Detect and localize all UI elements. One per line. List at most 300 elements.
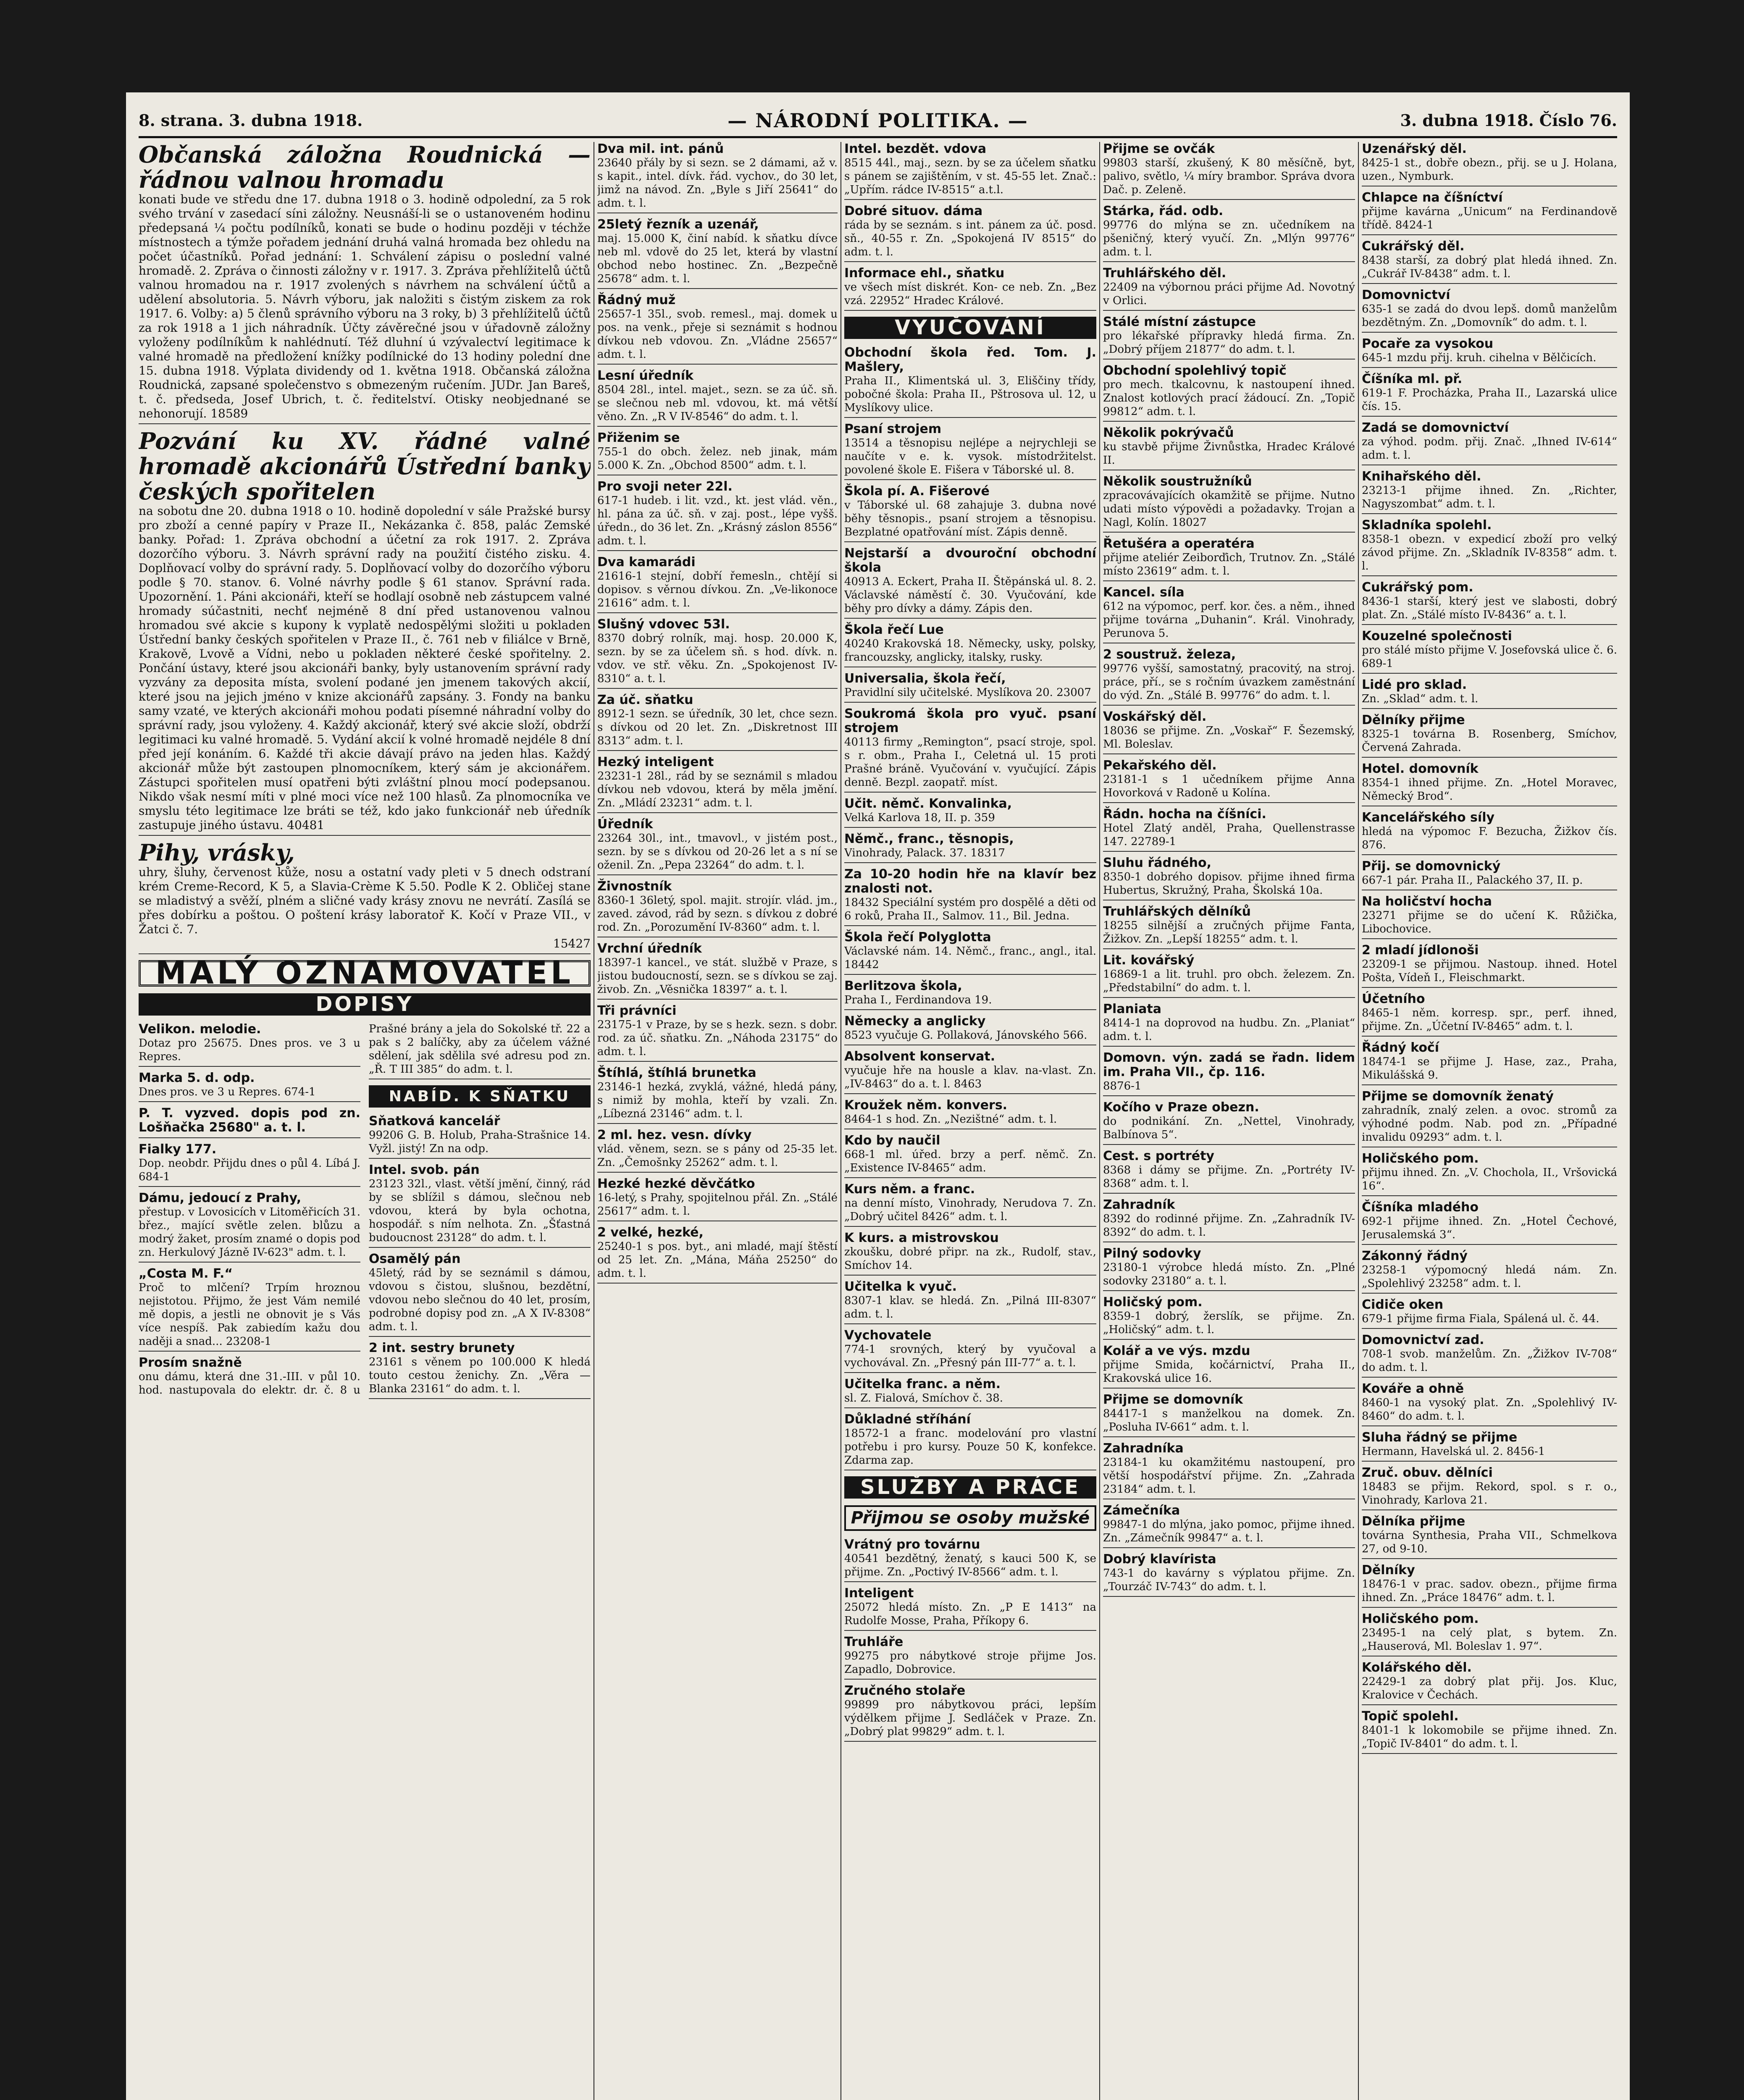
- item-heading: Berlitzova škola,: [844, 979, 962, 993]
- item-text: Praha II., Klimentská ul. 3, Eliščiny třídy, pobočné škola: Praha II., Pštrosova ul. 12, u Myslíkovy ulice.: [844, 375, 1096, 414]
- list-item: [844, 484, 1096, 542]
- item-text: přijmu ihned. Zn. „V. Chochola, II., Vršovická 16“.: [1362, 1166, 1617, 1192]
- list-item: [597, 480, 838, 551]
- list-item: [844, 1098, 1096, 1129]
- item-text: 8360-1 36letý, spol. majit. strojír. vlád. jm., zaved. závod, rád by sezn. s dívkou z dobré rod. Zn. „Porozumění IV-8360“ adm. t. l.: [597, 894, 838, 934]
- item-heading: Absolvent konservat.: [844, 1049, 995, 1064]
- item-text: zpracovávajících okamžitě se přijme. Nutno udati místo výpovědi a požadavky. Trojan a Nagl, Kolín. 18027: [1103, 489, 1355, 529]
- item-heading: 25letý řezník a uzenář,: [597, 217, 759, 232]
- item-heading: Lesní úředník: [597, 368, 693, 383]
- item-text: 18572-1 a franc. modelování pro vlastní potřebu i pro kursy. Pouze 50 K, konfekce. Zdarma zap.: [844, 1427, 1096, 1467]
- item-heading: Tři právníci: [597, 1003, 677, 1018]
- list-item: [1103, 1198, 1355, 1242]
- item-heading: Informace ehl., sňatku: [844, 266, 1005, 281]
- item-text: 774-1 srovných, který by vyučoval a vychovával. Zn. „Přesný pán III-77“ a. t. l.: [844, 1343, 1096, 1369]
- list-item: [1362, 1249, 1617, 1294]
- item-text: přijme ateliér Zeiborďich, Trutnov. Zn. „Stálé místo 23619“ adm. t. l.: [1103, 551, 1355, 578]
- item-text: Vinohrady, Palack. 37. 18317: [844, 847, 1005, 859]
- item-text: 18476-1 v prac. sadov. obezn., přijme firma ihned. Zn. „Práce 18476“ adm. t. l.: [1362, 1578, 1617, 1604]
- item-text: 23146-1 hezká, zvyklá, vážné, hledá pány, s nimiž by mohla, kteří by vzali. Zn. „Líbezná 23146“ adm. t. l.: [597, 1081, 838, 1120]
- list-item: [1103, 364, 1355, 422]
- item-heading: Řádn. hocha na číšníci.: [1103, 807, 1266, 822]
- item-heading: Kdo by naučil: [844, 1133, 940, 1148]
- item-heading: Číšníka mladého: [1362, 1200, 1479, 1215]
- item-heading: Zahradník: [1103, 1197, 1175, 1212]
- list-item: [139, 1267, 360, 1352]
- item-heading: Řetušéra a operatéra: [1103, 536, 1255, 551]
- list-item: [369, 1341, 591, 1399]
- list-item: [597, 1226, 838, 1284]
- list-item: [1103, 1100, 1355, 1145]
- item-text: 99803 starší, zkušený, K 80 měsíčně, byt, palivo, světlo, ¼ míry brambor. Správa dvora Dač. p. Zeleně.: [1103, 157, 1355, 196]
- column-1: [139, 142, 591, 2100]
- section-banner-marriage: NABÍD. K SŇATKU: [369, 1085, 591, 1108]
- item-text: 23184-1 ku okamžitému nastoupení, pro větší hospodářství přijme. Zn. „Zahrada 23184“ adm. t. l.: [1103, 1456, 1355, 1496]
- item-text: pro lékařské přípravky hledá firma. Zn. „Dobrý příjem 21877“ do adm. t. l.: [1103, 330, 1355, 356]
- item-heading: P. T. vyzved. dopis pod zn. Lošňačka 25680" a. t. l.: [139, 1106, 360, 1135]
- item-text: 40113 firmy „Remington“, psací stroje, spol. s r. obm., Praha I., Celetná ul. 15 proti Prašné bráně. Vyučování v. vyučující. Zápis denně. Bezpl. zaopatř. míst.: [844, 736, 1096, 789]
- item-text: 18483 se přijm. Rekord, spol. s r. o., Vinohrady, Karlova 21.: [1362, 1480, 1617, 1507]
- item-text: 23640 přály by si sezn. se 2 dámami, až v. s kapit., intel. dívk. řád. vychov., do 30 let, jimž na návod. Zn. „Byle s Jiří 25641“ do adm. t. l.: [597, 157, 838, 210]
- list-item: [844, 1635, 1096, 1680]
- list-item: [597, 693, 838, 751]
- list-item: [1103, 1344, 1355, 1389]
- list-item: [1362, 580, 1617, 625]
- item-text: 84417-1 s manželkou na domek. Zn. „Posluha IV-661“ adm. t. l.: [1103, 1407, 1355, 1433]
- item-text: 8414-1 na doprovod na hudbu. Zn. „Planiat“ adm. t. l.: [1103, 1017, 1355, 1043]
- item-heading: Uzenářský děl.: [1362, 142, 1467, 156]
- item-text: 23271 přijme se do učení K. Růžička, Libochovice.: [1362, 909, 1617, 935]
- list-item: [369, 1252, 591, 1337]
- item-text: 99275 pro nábytkové stroje přijme Jos. Zapadlo, Dobrovice.: [844, 1650, 1096, 1676]
- item-heading: Osamělý pán: [369, 1252, 461, 1266]
- list-item: [1103, 585, 1355, 643]
- item-text: 18397-1 kancel., ve stát. službě v Praze, s jistou budoucností, sezn. se s dívkou se zaj. živob. Zn. „Věsnička 18397“ a. t. l.: [597, 956, 838, 996]
- item-text: 708-1 svob. manželům. Zn. „Žižkov IV-708“ do adm. t. l.: [1362, 1348, 1617, 1374]
- item-heading: Dobré situov. dáma: [844, 204, 983, 218]
- list-item: [1103, 1393, 1355, 1437]
- item-heading: Sluha řádný se přijme: [1362, 1430, 1518, 1445]
- item-text: 8392 do rodinné přijme. Zn. „Zahradník IV-8392“ do adm. t. l.: [1103, 1213, 1355, 1239]
- item-text: vyučuje hře na housle a klav. na-vlast. Zn. „IV-8463“ do a. t. l. 8463: [844, 1064, 1096, 1090]
- item-heading: Cukrářský pom.: [1362, 580, 1473, 595]
- item-heading: Dámu, jedoucí z Prahy,: [139, 1191, 302, 1205]
- item-heading: Prosím snažně: [139, 1355, 242, 1370]
- item-text: 18432 Speciální systém pro dospělé a děti od 6 roků, Praha II., Salmov. 11., Bil. Jedna.: [844, 896, 1096, 922]
- ad-cosmetics: [139, 840, 591, 954]
- item-heading: Přijme se ovčák: [1103, 142, 1215, 156]
- list-item: [844, 1412, 1096, 1470]
- list-item: [844, 142, 1096, 200]
- item-heading: Holičského pom.: [1362, 1612, 1479, 1626]
- list-item: [1362, 811, 1617, 855]
- item-heading: Pekařského děl.: [1103, 758, 1217, 773]
- list-item: [844, 1231, 1096, 1276]
- list-item: [1362, 1333, 1617, 1378]
- item-text: 8912-1 sezn. se úředník, 30 let, chce sezn. s dívkou od 20 let. Zn. „Diskretnost III 8313“ adm. t. l.: [597, 708, 838, 747]
- list-item: [1362, 895, 1617, 939]
- item-heading: Truhláře: [844, 1635, 904, 1649]
- list-item: [1362, 470, 1617, 514]
- notice-text: na sobotu dne 20. dubna 1918 o 10. hodině dopolední v sále Pražské bursy pro zboží a cenné papíry v Praze II., Nekázanka č. 858, palác Zemské banky. Pořad: 1. Zpráva obchodní a účetní za rok 1917. 2. Zpráva dozorčího výboru. 3. Návrh správní rady na použití čistého zisku. 4. Doplňovací volby do správní rady. 5. Doplňovací volby do dozorčího výboru podle § 70. stanov. 6. Volné návrhy podle § 61 stanov. Správní rada. Upozornění. 1. Páni akcionáři, kteří se hodlají osobně neb zástupcem valné hromady súčastniti, nechť nejméně 8 dní před ustanovenou valnou hromadou své akcie s kupony k vyplatě nedospělými složiti u pokladen Ústřední banky českých spořitelen v Praze II., č. 761 neb v filiálce v Brně, Krakově, Lvově a Vídni, nebo u pokladen některé české spořitelny. 2. Pončání ústavy, které jsou akcionáři banky, byly ustanovením správní rady vyzvány za deposita místa, svolení podané jen jmenem takových akcií, které jsou na jejich jméno v knize akcionářů zapsány. 3. Fondy na banku samy vzaté, ve kterých akcionáři mohou podati písemné náhradní volby do správní rady, jsou vyloženy. 4. Každý akcionář, který své akcie složí, obdrží legitimaci ku valné hromadě. 5. Vydání akcií k volné hromadě nejdéle 8 dní před její konáním. 6. Každé tři akcie dávají právo na jeden hlas. Každý akcionář může být zastoupen plnomocníkem, který sám je akcionářem. Zástupci spořitelen musí opatřeni býti zvláštní plnou mocí podepsanou. Nikdo však nesmí míti v plné moci více než 100 hlasů. Za plnomocníka ve smyslu této legitimace lze bráti se též, kdo jako funkcionář neb úředník zastupuje jiného ústavu. 40481: [139, 504, 591, 832]
- list-item: [597, 942, 838, 1000]
- item-text: 668-1 ml. úřed. brzy a perf. němč. Zn. „Existence IV-8465“ adm.: [844, 1148, 1096, 1174]
- item-text: Zn. „Sklad“ adm. t. l.: [1362, 693, 1479, 705]
- item-text: 18255 silnější a zručných přijme Fanta, Žižkov. Zn. „Lepší 18255“ adm. t. l.: [1103, 919, 1355, 945]
- item-heading: Universalia, škola řečí,: [844, 671, 1006, 686]
- item-text: 40240 Krakovská 18. Německy, usky, polsky, francouzsky, anglicky, italsky, rusky.: [844, 638, 1096, 664]
- item-heading: Několik pokrývačů: [1103, 425, 1234, 440]
- item-text: 23258-1 výpomocný hledá nám. Zn. „Spolehlivý 23258“ adm. t. l.: [1362, 1264, 1617, 1290]
- item-heading: Intel. svob. pán: [369, 1163, 480, 1177]
- item-text: 8325-1 továrna B. Rosenberg, Smíchov, Červená Zahrada.: [1362, 728, 1617, 754]
- list-item: [844, 979, 1096, 1010]
- item-heading: Kroužek něm. konvers.: [844, 1098, 1008, 1113]
- item-text: 8370 dobrý rolník, maj. hosp. 20.000 K, sezn. by se za účelem sň. s hod. dívk. n. vdov. ve stř. věku. Zn. „Spokojenost IV-8310“ a. t. l.: [597, 632, 838, 685]
- page-header: [139, 111, 1617, 132]
- list-item: [1362, 1089, 1617, 1147]
- item-heading: Kancel. síla: [1103, 585, 1185, 600]
- item-text: přestup. v Lovosicích v Litoměřicích 31. břez., mající světle zelen. blůzu a modrý žaket, prosím znamé o dopis pod zn. Herkulový Jázně IV-623" adm. t. l.: [139, 1206, 360, 1259]
- item-text: Hotel Zlatý anděl, Praha, Quellenstrasse 147. 22789-1: [1103, 822, 1355, 848]
- list-item: [597, 817, 838, 875]
- header-issue: 3. dubna 1918. Číslo 76.: [1400, 111, 1617, 130]
- section-banner-services: SLUŽBY A PRÁCE: [844, 1476, 1096, 1499]
- list-item: [1362, 992, 1617, 1037]
- item-text: přijme Smida, kočárnictví, Praha II., Krakovská ulice 16.: [1103, 1359, 1355, 1385]
- list-item: [844, 1182, 1096, 1227]
- item-heading: Řádný kočí: [1362, 1040, 1439, 1055]
- item-heading: Vychovatele: [844, 1328, 932, 1343]
- item-text: 8436-1 starší, který jest ve slabosti, dobrý plat. Zn. „Stálé místo IV-8436“ a. t. l.: [1362, 595, 1617, 621]
- item-text: 619-1 F. Procházka, Praha II., Lazarská ulice čís. 15.: [1362, 387, 1617, 413]
- letters-list: [139, 1022, 591, 1400]
- list-item: [844, 266, 1096, 311]
- item-text: 8523 vyučuje G. Pollaková, Jánovského 566.: [844, 1029, 1087, 1042]
- list-item: [844, 204, 1096, 262]
- list-item: [844, 1014, 1096, 1045]
- item-heading: Pocaře za vysokou: [1362, 336, 1494, 351]
- item-text: 99847-1 do mlýna, jako pomoc, přijme ihned. Zn. „Zámečník 99847“ a. t. l.: [1103, 1518, 1355, 1544]
- item-text: 23123 32l., vlast. větší jmění, činný, rád by se sblížil s dámou, slečnou neb vdovou, která by byla ochotna, hospodář. s ním nelhota. Zn. „Šťastná budoucnost 23128“ do adm. t. l.: [369, 1178, 591, 1244]
- item-text: 8425-1 st., dobře obezn., přij. se u J. Holana, uzen., Nymburk.: [1362, 157, 1617, 183]
- item-text: 22429-1 za dobrý plat přij. Jos. Kluc, Kralovice v Čechách.: [1362, 1675, 1617, 1701]
- list-item: [139, 1022, 360, 1067]
- item-text: hledá na výpomoc F. Bezucha, Žižkov čís. 876.: [1362, 825, 1617, 851]
- list-item: [1362, 1041, 1617, 1085]
- item-heading: Učit. němč. Konvalinka,: [844, 796, 1012, 811]
- item-text: ku stavbě přijme Živnůstka, Hradec Králové II.: [1103, 441, 1355, 467]
- item-heading: Dva mil. int. pánů: [597, 142, 724, 156]
- item-heading: Kováře a ohně: [1362, 1381, 1464, 1396]
- header-rule: [139, 136, 1617, 138]
- ad-text: uhry, šluhy, červenost kůže, nosu a ostatní vady pleti v 5 dnech odstraní krém Creme-Record, K 5, a Slavia-Crème K 5.50. Podle K 2. Obličej stane se mladistvý a svěží, plném a sličné vady krásy znovu ne nevrátí. Zasílá se přes dobírku a poštou. O poštení krásy laboratoř K. Kočí v Praze VII., v Žatci č. 7.: [139, 865, 591, 936]
- item-text: 8438 starší, za dobrý plat hledá ihned. Zn. „Cukrář IV-8438“ adm. t. l.: [1362, 254, 1617, 280]
- item-heading: Stálé místní zástupce: [1103, 315, 1256, 329]
- list-item: [1362, 762, 1617, 806]
- list-item: [1362, 337, 1617, 368]
- item-text: 23264 30l., int., tmavovl., v jistém post., sezn. by se s dívkou od 20-26 let a s ní se oženil. Zn. „Pepa 23264“ do adm. t. l.: [597, 832, 838, 872]
- item-heading: Němč., franc., těsnopis,: [844, 832, 1014, 846]
- list-item: [1103, 953, 1355, 998]
- list-item: [1362, 1466, 1617, 1510]
- item-text: 23161 s věnem po 100.000 K hledá touto cestou ženichy. Zn. „Věra — Blanka 23161“ do adm. t. l.: [369, 1356, 591, 1395]
- item-heading: Truhlářských dělníků: [1103, 904, 1251, 919]
- list-item: [844, 1280, 1096, 1324]
- list-item: [1362, 1200, 1617, 1245]
- item-heading: Stárka, řád. odb.: [1103, 204, 1224, 218]
- list-item: [1103, 1149, 1355, 1194]
- item-heading: 2 velké, hezké,: [597, 1225, 704, 1240]
- list-item: [1103, 1504, 1355, 1548]
- item-heading: Přij. se domovnický: [1362, 859, 1501, 874]
- column-divider: [1099, 142, 1100, 2100]
- item-text: ve všech míst diskrét. Kon- ce neb. Zn. „Bez vzá. 22952“ Hradec Králové.: [844, 281, 1096, 307]
- list-item: [1362, 1382, 1617, 1426]
- item-heading: Sňatková kancelář: [369, 1114, 500, 1129]
- columns: [139, 142, 1617, 2100]
- item-text: onu dámu, která dne 31.-III. v půl 10. hod. nastupovala do elektr. dr. č. 8 u Prašné brány a jela do Sokolské tř. 22 a pak s 2 balíčky, aby za účelem vážné sdělení, jak sdělila své adresu pod zn. „Ř. T III 385“ do adm. t. l.: [139, 1023, 591, 1396]
- item-text: 23175-1 v Praze, by se s hezk. sezn. s dobr. rod. za úč. sňatku. Zn. „Náhoda 23175“ do adm. t. l.: [597, 1018, 838, 1058]
- item-text: 99776 do mlýna se zn. učedníkem na pšeničný, který vyučí. Zn. „Mlýn 99776“ adm. t. l.: [1103, 219, 1355, 258]
- item-heading: Štíhlá, štíhlá brunetka: [597, 1066, 756, 1080]
- item-text: na denní místo, Vinohrady, Nerudova 7. Zn. „Dobrý učitel 8426“ adm. t. l.: [844, 1197, 1096, 1223]
- item-heading: Škola řečí Lue: [844, 622, 944, 637]
- list-item: [597, 369, 838, 427]
- item-text: 755-1 do obch. želez. neb jinak, mám 5.000 K. Zn. „Obchod 8500“ adm. t. l.: [597, 446, 838, 472]
- list-item: [1362, 1298, 1617, 1329]
- column-3: [844, 142, 1096, 2100]
- item-heading: Holičský pom.: [1103, 1295, 1203, 1310]
- list-item: [597, 431, 838, 475]
- item-heading: Zákonný řádný: [1362, 1249, 1468, 1263]
- item-heading: Psaní strojem: [844, 422, 942, 436]
- list-item: [1103, 1552, 1355, 1597]
- list-item: [1103, 475, 1355, 533]
- list-item: [1103, 315, 1355, 360]
- list-item: [1362, 1612, 1617, 1656]
- column-divider: [840, 142, 841, 2100]
- item-text: 743-1 do kavárny s výplatou přijme. Zn. „Tourzáč IV-743“ do adm. t. l.: [1103, 1567, 1355, 1593]
- item-text: Dotaz pro 25675. Dnes pros. ve 3 u Repres.: [139, 1037, 360, 1063]
- item-heading: Zadá se domovnictví: [1362, 420, 1509, 435]
- section-banner-classifieds: MALÝ OZNAMOVATEL: [139, 960, 591, 987]
- notice-text: konati bude ve středu dne 17. dubna 1918 o 3. hodině odpolední, za 5 rok svého trvání v zasedací síni záložny. Neusnáší-li se o ustanoveném hodinu předepsaná ¼ počtu podílníků, konati se bude o hodinu později v téchže místnostech a týmže pořadem jednání druhá valná hromada bez ohledu na počet účastníků. Pořad jednání: 1. Schválení zápisu o poslední valné hromadě. 2. Zpráva o činnosti záložny v r. 1917. 3. Zpráva přehlížitelů účtů valnou hromadou na r. 1917 zvolených s návrhem na schválení účtů a udělení absolutoria. 5. Návrh výboru, jak naložiti s čistým ziskem za rok 1917. 6. Volby: a) 5 členů správního výboru na 3 roky, b) 3 přehlížitelů účtů za rok 1918 a 1 jich náhradník. Účty závěrečné jsou v úřadovně záložny vyloženy podílníkům k nahlédnutí. Též dluhní ú vzývalectví legitimace k valné hromadě na předložení knížky podílnické do 13 hodiny polední dne 15. dubna 1918. Výplata dividendy od 1. května 1918. Občanská záložna Roudnická, zapsané společenstvo s obmezeným ručením. JUDr. Jan Bareš, t. č. předseda, Josef Ubrich, t. č. ředitelství. Otisky neobjednané se nehonorují. 18589: [139, 192, 591, 420]
- list-item: [844, 422, 1096, 480]
- list-item: [1362, 518, 1617, 576]
- column-5: [1362, 142, 1617, 2100]
- item-text: 18036 se přijme. Zn. „Voskař“ F. Šezemský, Ml. Boleslav.: [1103, 724, 1355, 751]
- item-heading: Přijme se domovník ženatý: [1362, 1089, 1554, 1104]
- item-text: 16869-1 a lit. truhl. pro obch. železem. Zn. „Předstabilní“ do adm. t. l.: [1103, 968, 1355, 994]
- item-heading: Několik soustružníků: [1103, 474, 1252, 489]
- item-text: 8876-1: [1103, 1080, 1142, 1092]
- item-text: pro stálé místo přijme V. Josefovská ulice č. 6. 689-1: [1362, 644, 1617, 670]
- item-text: 16-letý, s Prahy, spojitelnou přál. Zn. „Stálé 25617“ adm. t. l.: [597, 1192, 838, 1218]
- item-heading: Slušný vdovec 53l.: [597, 617, 730, 632]
- item-heading: Za úč. sňatku: [597, 693, 693, 707]
- list-item: [1362, 421, 1617, 465]
- list-item: [844, 707, 1096, 793]
- item-text: 679-1 přijme firma Fiala, Spálená ul. č. 44.: [1362, 1312, 1600, 1325]
- item-text: 8350-1 dobrého dopisov. přijme ihned firma Hubertus, Skružný, Praha, Školská 10a.: [1103, 871, 1355, 897]
- item-heading: Dělníky: [1362, 1563, 1415, 1578]
- column-4: [1103, 142, 1355, 2100]
- item-text: 40541 bezdětný, ženatý, s kauci 500 K, se přijme. Zn. „Poctivý IV-8566“ adm. t. l.: [844, 1552, 1096, 1578]
- list-item: [1103, 1441, 1355, 1499]
- item-heading: Číšníka ml. př.: [1362, 372, 1463, 386]
- item-text: 8504 28l., intel. majet., sezn. se za úč. sň. se slečnou neb ml. vdovou, kt. má větší věno. Zn. „R V IV-8546“ do adm. t. l.: [597, 383, 838, 423]
- list-item: [139, 1106, 360, 1138]
- item-heading: Škola pí. A. Fišerové: [844, 484, 990, 499]
- item-text: 45letý, rád by se seznámil s dámou, vdovou s čistou, slušnou, bezdětní, vdovou nebo slečnou do 40 let, prosím, podrobné dopisy pod zn. „A X IV-8308“ adm. t. l.: [369, 1267, 591, 1333]
- item-heading: Domovnictví zad.: [1362, 1333, 1484, 1347]
- item-heading: Hotel. domovník: [1362, 761, 1479, 776]
- item-text: Proč to mlčení? Trpím hroznou nejistotou. Přijmo, že jest Vám nemilé mě dopis, a jestli ne obnovit je s Vás více nespíš. Pak zabiedím kažu dou naději a snad... 23208-1: [139, 1281, 360, 1348]
- item-heading: Dobrý klavírista: [1103, 1552, 1216, 1567]
- list-item: [844, 1538, 1096, 1582]
- list-item: [1362, 1515, 1617, 1559]
- item-heading: Důkladné stříhání: [844, 1412, 971, 1427]
- list-item: [844, 1586, 1096, 1631]
- item-heading: Kurs něm. a franc.: [844, 1182, 975, 1197]
- item-heading: Sluhu řádného,: [1103, 856, 1211, 870]
- item-text: zkoušku, dobré připr. na zk., Rudolf, stav., Smíchov 14.: [844, 1246, 1096, 1272]
- item-heading: Vrchní úředník: [597, 941, 702, 956]
- masthead-title: — NÁRODNÍ POLITIKA. —: [728, 109, 1028, 132]
- item-text: 8464-1 s hod. Zn. „Nezištné“ adm. t. l.: [844, 1113, 1057, 1126]
- item-text: 8460-1 na vysoký plat. Zn. „Spolehlivý IV-8460“ do adm. t. l.: [1362, 1396, 1617, 1423]
- list-item: [1103, 204, 1355, 262]
- item-text: Velká Karlova 18, II. p. 359: [844, 811, 995, 824]
- list-item: [597, 617, 838, 689]
- list-item: [1103, 1247, 1355, 1291]
- list-item: [597, 218, 838, 289]
- list-item: [1362, 1152, 1617, 1196]
- item-heading: Nejstarší a dvouroční obchodní škola: [844, 546, 1096, 575]
- list-item: [1103, 426, 1355, 470]
- list-item: [597, 555, 838, 613]
- list-item: [1362, 142, 1617, 186]
- item-heading: 2 ml. hez. vesn. dívky: [597, 1128, 752, 1142]
- item-text: 635-1 se zadá do dvou lepš. domů manželům bezdětným. Zn. „Domovník“ do adm. t. l.: [1362, 303, 1617, 329]
- ad-heading: Pihy, vrásky,: [139, 839, 295, 866]
- list-item: [1103, 142, 1355, 200]
- list-item: [597, 1177, 838, 1221]
- section-banner-education: VYUČOVÁNÍ: [844, 317, 1096, 339]
- list-item: [1103, 1295, 1355, 1340]
- item-text: 40913 A. Eckert, Praha II. Štěpánská ul. 8. 2. Václavské náměstí č. 30. Vyučování, kde běhy pro dívky a dámy. Zápis den.: [844, 575, 1096, 615]
- item-text: 99206 G. B. Holub, Praha-Strašnice 14. Vyžl. jistý! Zn na odp.: [369, 1129, 591, 1155]
- item-heading: Kolářského děl.: [1362, 1660, 1472, 1675]
- item-heading: Pro svoji neter 22l.: [597, 479, 733, 494]
- item-text: 25240-1 s pos. byt., ani mladé, mají štěstí od 25 let. Zn. „Mána, Máňa 25250“ do adm. t. l.: [597, 1240, 838, 1280]
- item-heading: Fialky 177.: [139, 1142, 217, 1157]
- list-item: [844, 797, 1096, 828]
- item-heading: Cukrářský děl.: [1362, 239, 1465, 254]
- item-heading: Učitelka k vyuč.: [844, 1279, 957, 1294]
- item-text: 617-1 hudeb. i lit. vzd., kt. jest vlád. věn., hl. pána za úč. sň. v zaj. post., lépe vyšš. úředn., do 36 let. Zn. „Krásný záslon 8556“ adm. t. l.: [597, 494, 838, 547]
- ad-number: 15427: [553, 937, 591, 950]
- item-heading: Obchodní škola řed. Tom. J. Mašlery,: [844, 345, 1096, 374]
- list-item: [844, 1050, 1096, 1094]
- item-heading: Soukromá škola pro vyuč. psaní strojem: [844, 706, 1096, 735]
- list-item: [1362, 1563, 1617, 1608]
- list-item: [1362, 1661, 1617, 1705]
- item-heading: Řádný muž: [597, 293, 676, 307]
- item-heading: Domovn. výn. zadá se řadn. lidem im. Praha VII., čp. 116.: [1103, 1050, 1355, 1079]
- item-text: za výhod. podm. přij. Znač. „Ihned IV-614“ adm. t. l.: [1362, 436, 1617, 462]
- item-heading: Kancelářského síly: [1362, 810, 1495, 825]
- list-item: [1103, 266, 1355, 311]
- item-text: 23180-1 výrobce hledá místo. Zn. „Plné sodovky 23180“ a. t. l.: [1103, 1261, 1355, 1287]
- item-text: 22409 na výbornou práci přijme Ad. Novotný v Orlici.: [1103, 281, 1355, 307]
- item-heading: Přiženim se: [597, 430, 680, 445]
- list-item: [844, 930, 1096, 975]
- item-heading: Kolář a ve výs. mzdu: [1103, 1344, 1250, 1358]
- item-text: Václavské nám. 14. Němč., franc., angl., ital. 18442: [844, 945, 1096, 971]
- item-heading: Úředník: [597, 817, 653, 832]
- item-heading: Kočího v Praze obezn.: [1103, 1100, 1259, 1115]
- item-text: 8359-1 dobrý, žerslík, se přijme. Zn. „Holičský“ adm. t. l.: [1103, 1310, 1355, 1336]
- list-item: [1103, 807, 1355, 852]
- list-item: [1362, 1709, 1617, 1754]
- column-2: [597, 142, 838, 2100]
- item-text: pro mech. tkalcovnu, k nastoupení ihned. Znalost kotlových prací žádoucí. Zn. „Topič 99812“ adm. t. l.: [1103, 378, 1355, 418]
- list-item: [1103, 1051, 1355, 1096]
- list-item: [844, 1134, 1096, 1178]
- section-subbanner-men: Přijmou se osoby mužské: [844, 1505, 1096, 1531]
- notice-bank-meeting: [139, 428, 591, 836]
- list-item: [844, 867, 1096, 926]
- item-text: 25072 hledá místo. Zn. „P E 1413“ na Rudolfe Mosse, Praha, Příkopy 6.: [844, 1601, 1096, 1627]
- item-heading: Vrátný pro továrnu: [844, 1537, 980, 1552]
- list-item: [1103, 759, 1355, 803]
- item-text: 23213-1 přijme ihned. Zn. „Richter, Nagyszombat“ adm. t. l.: [1362, 484, 1617, 510]
- header-page-date: 8. strana. 3. dubna 1918.: [139, 111, 363, 130]
- item-text: ráda by se seznám. s int. pánem za úč. posd. sň., 40-55 r. Zn. „Spokojená IV 8515“ do adm. t. l.: [844, 219, 1096, 258]
- item-text: 645-1 mzdu přij. kruh. cihelna v Bělčicích.: [1362, 352, 1597, 364]
- item-heading: Škola řečí Polyglotta: [844, 930, 991, 945]
- list-item: [844, 672, 1096, 703]
- item-heading: Planiata: [1103, 1002, 1161, 1016]
- list-item: [1103, 710, 1355, 754]
- item-heading: Zruč. obuv. dělníci: [1362, 1465, 1493, 1480]
- list-item: [1362, 372, 1617, 417]
- item-text: 23495-1 na celý plat, s bytem. Zn. „Hauserová, Ml. Boleslav 1. 97“.: [1362, 1627, 1617, 1653]
- notice-zalozna: [139, 142, 591, 424]
- item-text: 8401-1 k lokomobile se přijme ihned. Zn. „Topič IV-8401“ do adm. t. l.: [1362, 1724, 1617, 1750]
- item-heading: 2 int. sestry brunety: [369, 1341, 515, 1355]
- item-heading: K kurs. a mistrovskou: [844, 1231, 999, 1245]
- list-item: [1103, 537, 1355, 581]
- item-heading: Holičského pom.: [1362, 1151, 1479, 1166]
- list-item: [1362, 629, 1617, 674]
- list-item: [844, 546, 1096, 619]
- item-heading: Účetního: [1362, 992, 1425, 1006]
- newspaper-page: [126, 92, 1630, 2100]
- list-item: [597, 1004, 838, 1062]
- item-text: maj. 15.000 K, činí nabíd. k sňatku dívce neb ml. vdově do 25 let, která by vlastní obchod nebo hostinec. Zn. „Bezpečně 25678“ adm. t. l.: [597, 232, 838, 285]
- list-item: [1362, 288, 1617, 333]
- item-heading: Pilný sodovky: [1103, 1246, 1201, 1261]
- notice-heading: Pozvání ku XV. řádné valné hromadě akcionářů Ústřední banky českých spořitelen: [139, 428, 591, 505]
- item-heading: Marka 5. d. odp.: [139, 1071, 255, 1085]
- list-item: [139, 1142, 360, 1187]
- item-heading: Velikon. melodie.: [139, 1022, 261, 1037]
- item-text: 21616-1 stejní, dobří řemesln., chtějí si dopisov. s věrnou dívkou. Zn. „Ve-likonoce 21616“ adm. t. l.: [597, 570, 838, 609]
- item-heading: Hezký inteligent: [597, 755, 714, 769]
